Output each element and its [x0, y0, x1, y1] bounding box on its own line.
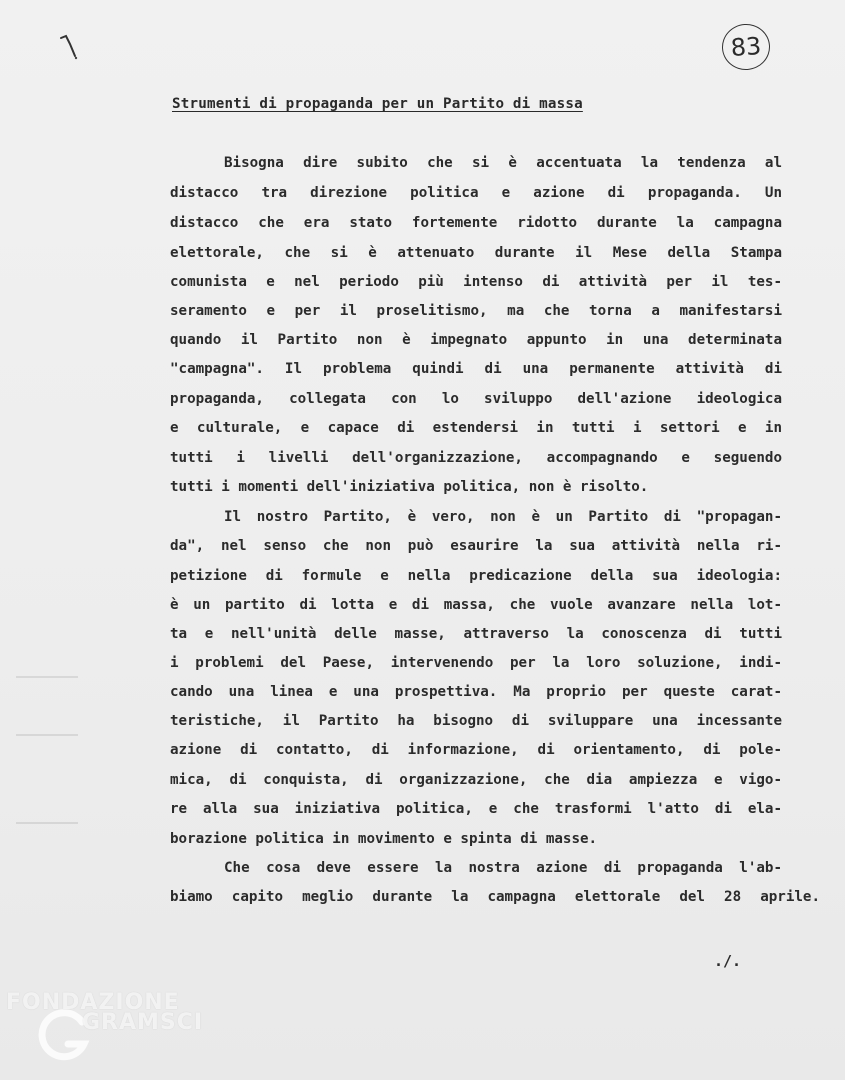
text-line: è un partito di lotta e di massa, che vuole avanzare nella lot- [170, 597, 782, 613]
margin-smudge [16, 822, 78, 824]
text-line: distacco che era stato fortemente ridotto durante la campagna [170, 215, 782, 231]
text-line: mica, di conquista, di organizzazione, che dia ampiezza e vigo- [170, 772, 782, 788]
margin-smudge [16, 676, 78, 678]
text-line: seramento e per il proselitismo, ma che torna a manifestarsi [170, 303, 782, 319]
text-line: Bisogna dire subito che si è accentuata la tendenza al [224, 155, 782, 171]
text-line: e culturale, e capace di estendersi in tutti i settori e in [170, 420, 782, 436]
text-line: cando una linea e una prospettiva. Ma proprio per queste carat- [170, 684, 782, 700]
continuation-mark: ./. [714, 952, 742, 970]
text-line: Che cosa deve essere la nostra azione di propaganda l'ab- [224, 860, 782, 876]
text-line: propaganda, collegata con lo sviluppo dell'azione ideologica [170, 391, 782, 407]
text-line: ta e nell'unità delle masse, attraverso la conoscenza di tutti [170, 626, 782, 642]
text-line: i problemi del Paese, intervenendo per la loro soluzione, indi- [170, 655, 782, 671]
text-line: borazione politica in movimento e spinta di masse. [170, 831, 598, 847]
margin-smudge [16, 734, 78, 736]
text-line: distacco tra direzione politica e azione di propaganda. Un [170, 185, 782, 201]
text-line: tutti i momenti dell'iniziativa politica, non è risolto. [170, 479, 649, 495]
text-line: azione di contatto, di informazione, di orientamento, di pole- [170, 742, 782, 758]
text-line: re alla sua iniziativa politica, e che trasformi l'atto di ela- [170, 801, 782, 817]
archive-watermark [0, 988, 210, 1068]
document-title: Strumenti di propaganda per un Partito di massa [172, 96, 583, 112]
watermark-line-1: FONDAZIONE [6, 990, 180, 1015]
text-line: Il nostro Partito, è vero, non è un Partito di "propagan- [224, 509, 782, 525]
text-line: quando il Partito non è impegnato appunto in una determinata [170, 332, 782, 348]
ink-mark-icon [58, 34, 80, 60]
text-line: tutti i livelli dell'organizzazione, accompagnando e seguendo [170, 450, 782, 466]
text-line: teristiche, il Partito ha bisogno di sviluppare una incessante [170, 713, 782, 729]
text-line: da", nel senso che non può esaurire la sua attività nella ri- [170, 538, 782, 554]
watermark-line-2: GRAMSCI [82, 1010, 204, 1035]
text-line: elettorale, che si è attenuato durante il Mese della Stampa [170, 245, 782, 261]
text-line: biamo capito meglio durante la campagna elettorale del 28 aprile. [170, 889, 820, 905]
text-line: petizione di formule e nella predicazione della sua ideologia: [170, 568, 782, 584]
text-line: comunista e nel periodo più intenso di attività per il tes- [170, 274, 782, 290]
text-line: "campagna". Il problema quindi di una permanente attività di [170, 361, 782, 377]
page-number-circled: 83 [720, 22, 771, 71]
